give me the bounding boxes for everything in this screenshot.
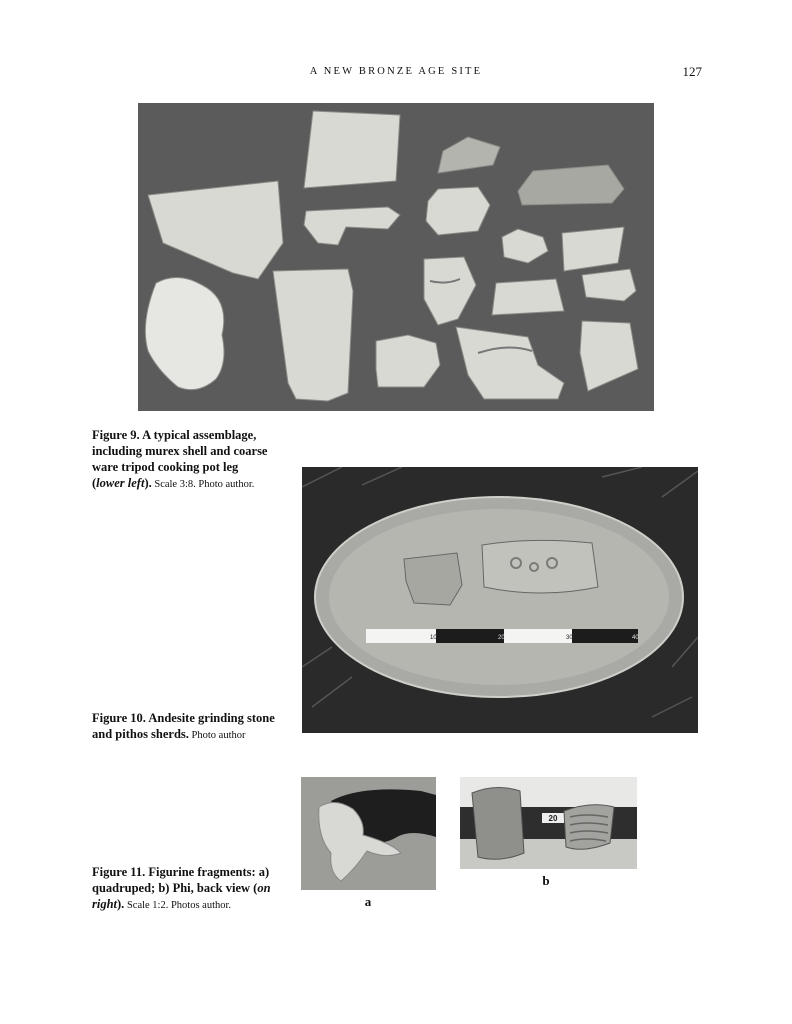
scale-label-20: 20 <box>498 635 505 641</box>
figure-10-caption-lead: Figure 10. Andesite grinding stone and pithos sherds. <box>92 711 275 741</box>
figure-10-photo <box>302 467 698 733</box>
figure-11-caption-tail: Scale 1:2. Photos author. <box>124 900 232 911</box>
figure-9-caption-italic: lower left <box>96 476 145 490</box>
running-title: A NEW BRONZE AGE SITE <box>309 66 483 77</box>
figure-9-caption-lead: Figure 9. A typical assemblage, including murex shell and coarse ware tripod cooking pot leg ( <box>92 428 268 490</box>
figure-11b-scale-label: 20 <box>548 814 558 823</box>
figure-9-caption-close: ). <box>144 476 152 490</box>
figure-10-caption <box>92 710 282 744</box>
scale-label-40: 40 <box>632 635 639 641</box>
figure-10-caption-tail: Photo author <box>188 730 246 741</box>
figure-9-photo <box>138 103 654 411</box>
scale-label-30: 30 <box>566 635 573 641</box>
figure-11b-photo <box>460 777 637 869</box>
figure-11b-label: b <box>542 873 550 888</box>
figure-11-caption-italic: on right <box>92 881 271 911</box>
page-number: 127 <box>682 64 702 79</box>
figure-9-caption-tail: Scale 3:8. Photo author. <box>151 479 255 490</box>
figure-11-caption-lead: Figure 11. Figurine fragments: a) quadruped; b) Phi, back view ( <box>92 865 270 895</box>
figure-11-caption <box>92 864 288 914</box>
figure-11a-photo <box>301 777 436 890</box>
figure-9-caption <box>92 427 274 493</box>
figure-11a-label: a <box>364 894 372 909</box>
scale-label-10: 10 <box>430 635 437 641</box>
figure-11-caption-close: ). <box>117 897 125 911</box>
